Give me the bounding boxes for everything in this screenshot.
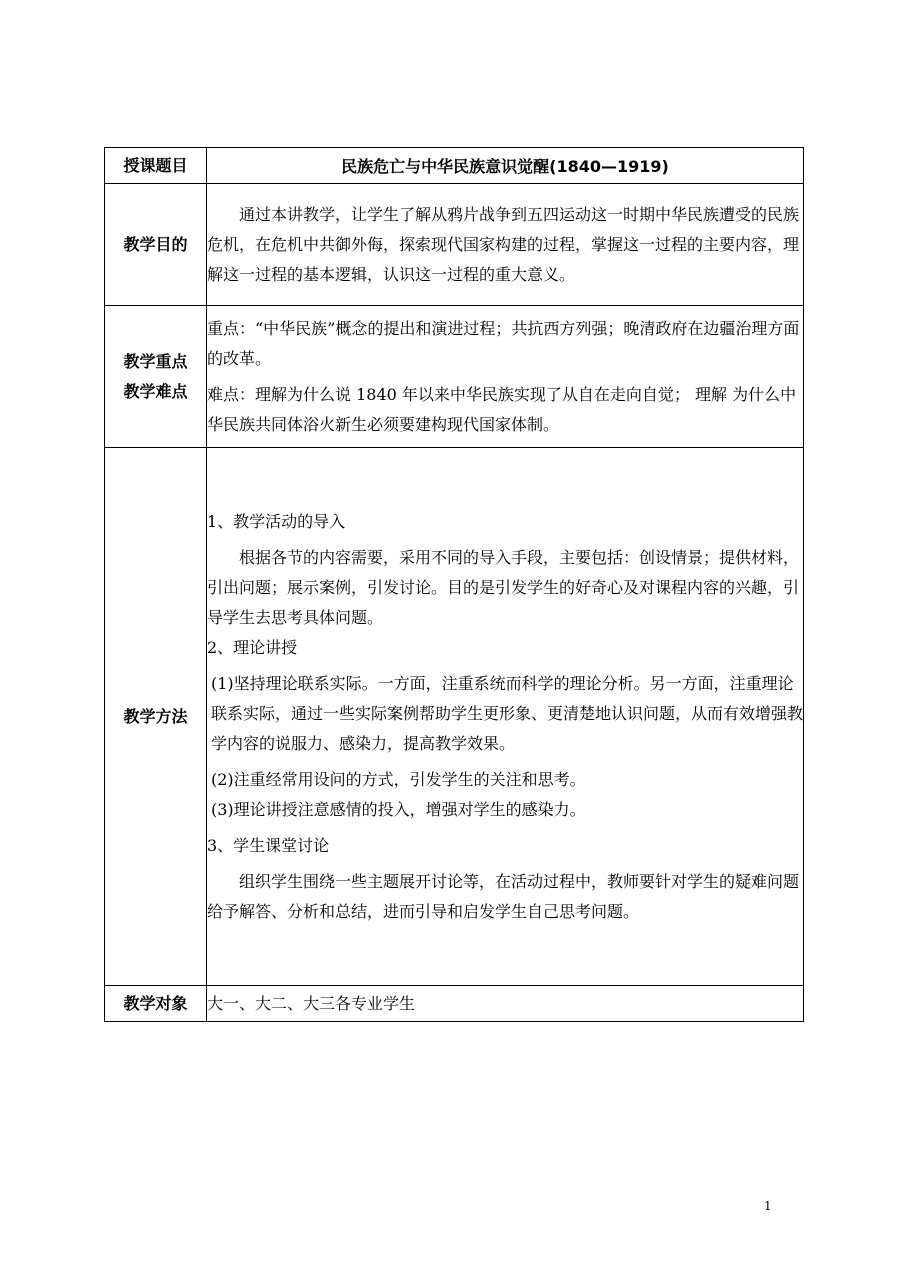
page-number: 1 <box>764 1199 772 1213</box>
methods-section-2-item-1: (1)坚持理论联系实际。一方面，注重系统而科学的理论分析。另一方面，注重理论联系实际，通过一些实际案例帮助学生更形象、更清楚地认识问题，从而有效增强教学内容的说服力、感染力，提高教学效果。 <box>211 673 804 753</box>
focus-text: 重点：“中华民族”概念的提出和演进过程；共抗西方列强；晚清政府在边疆治理方面的改革。 <box>207 318 800 368</box>
lesson-plan-table <box>104 147 804 1022</box>
purpose-label: 教学目的 <box>105 184 207 306</box>
difficulty-text: 难点：理解为什么说 1840 年以来中华民族实现了从自在走向自觉； 理解 为什么中华民族共同体浴火新生必须要建构现代国家体制。 <box>207 384 797 434</box>
topic-label: 授课题目 <box>105 148 207 184</box>
methods-row <box>105 448 804 986</box>
methods-section-3-text: 组织学生围绕一些主题展开讨论等，在活动过程中，教师要针对学生的疑难问题给予解答、分析和总结，进而引导和启发学生自己思考问题。 <box>207 871 800 921</box>
audience-value: 大一、大二、大三各专业学生 <box>207 986 804 1022</box>
key-points-label <box>105 306 207 448</box>
methods-section-3-heading: 3、学生课堂讨论 <box>207 835 330 855</box>
focus-label: 教学重点 <box>123 351 188 371</box>
audience-row <box>105 986 804 1022</box>
methods-section-1-text: 根据各节的内容需要，采用不同的导入手段，主要包括：创设情景；提供材料，引出问题；展示案例，引发讨论。目的是引发学生的好奇心及对课程内容的兴趣，引导学生去思考具体问题。 <box>207 547 800 627</box>
methods-section-2-heading: 2、理论讲授 <box>207 637 298 657</box>
topic-value: 民族危亡与中华民族意识觉醒(1840—1919) <box>207 148 804 184</box>
topic-row <box>105 148 804 184</box>
methods-section-2-item-2: (2)注重经常用设问的方式，引发学生的关注和思考。 <box>211 769 586 789</box>
purpose-row <box>105 184 804 306</box>
methods-label: 教学方法 <box>105 448 207 986</box>
audience-label: 教学对象 <box>105 986 207 1022</box>
purpose-text: 通过本讲教学，让学生了解从鸦片战争到五四运动这一时期中华民族遭受的民族危机，在危机中共御外侮，探索现代国家构建的过程，掌握这一过程的主要内容，理解这一过程的基本逻辑，认识这一过程的重大意义。 <box>207 204 800 284</box>
methods-section-2-item-3: (3)理论讲授注意感情的投入，增强对学生的感染力。 <box>211 799 586 819</box>
methods-section-1-heading: 1、教学活动的导入 <box>207 511 346 531</box>
key-points-row <box>105 306 804 448</box>
difficulty-label: 教学难点 <box>123 381 188 401</box>
